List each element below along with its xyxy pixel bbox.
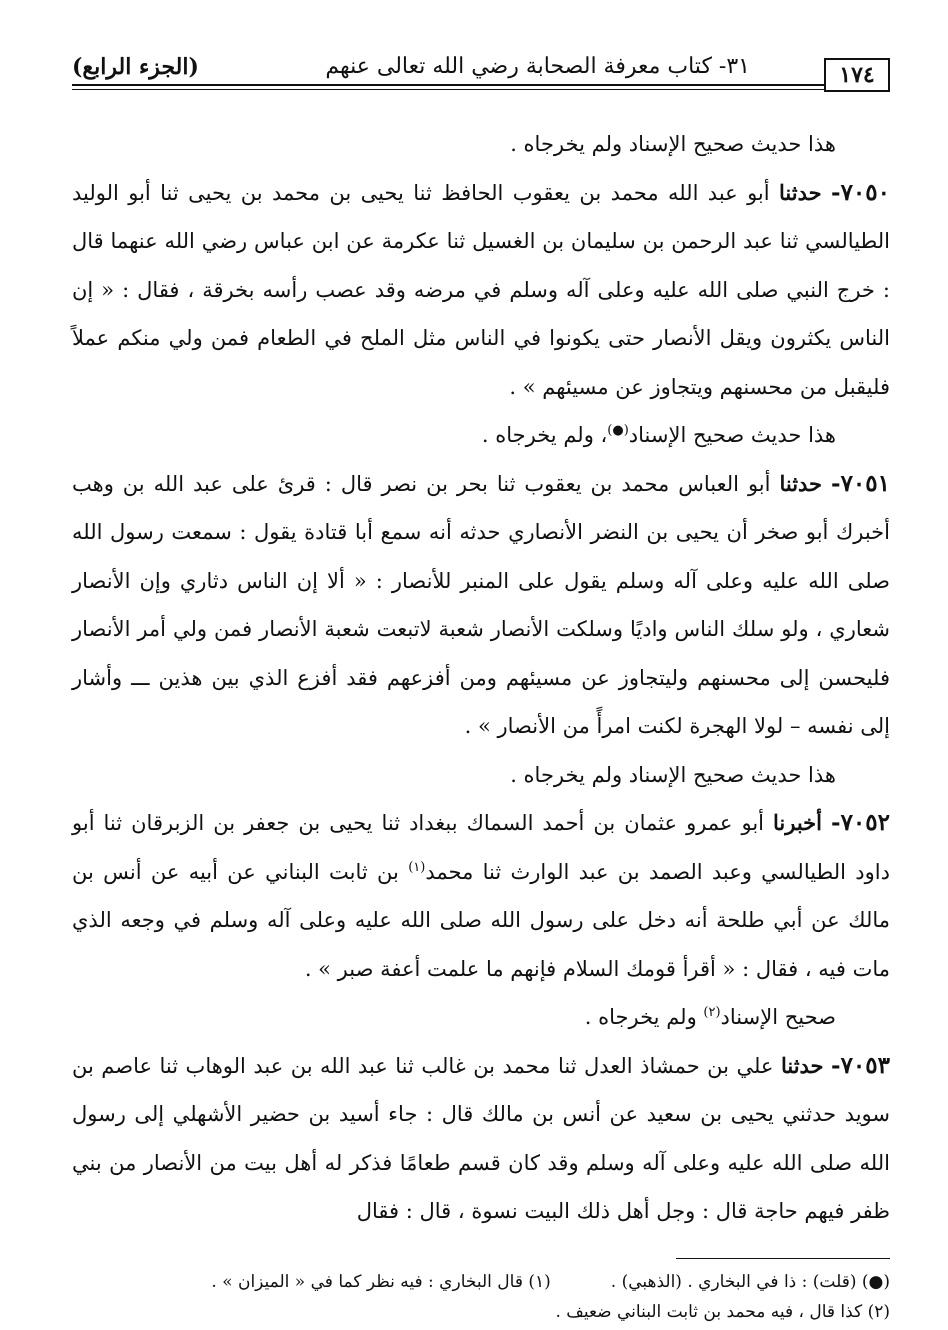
narration-verb: حدثنا [780,1052,824,1078]
hadith-text: أبو عبد الله محمد بن يعقوب الحافظ ثنا يحيى بن محمد بن يحيى ثنا أبو الوليد الطيالسي ثنا عبد الرحمن بن سليمان بن الغسيل ثنا عكرمة عن ابن عباس رضي الله عنهما قال : خرج النبي صلى الله عليه وعلى آله وسلم في مرضه وقد عصب رأسه بخرقة ، فقال : « إن الناس يكثرون ويقل الأنصار حتى يكونوا في الناس مثل الملح في الطعام فمن ولي منكم عملاً فليقبل من محسنهم ويتجاوز عن مسيئهم » . [72,180,890,399]
hadith-7053 [72,1042,890,1236]
hadith-text: أبو عمرو عثمان بن أحمد السماك ببغداد ثنا يحيى بن جعفر بن الزبرقان ثنا أبو داود الطيالسي وعبد الصمد بن عبد الوارث ثنا محمد [72,811,890,884]
footnote-separator [676,1258,890,1259]
volume-label: (الجزء الرابع) [72,54,199,80]
grading-line: هذا حديث صحيح الإسناد ولم يخرجاه . [510,762,836,787]
hadith-number: ٧٠٥٢- [831,809,890,836]
hadith-7052 [72,799,890,993]
hadith-text: أبو العباس محمد بن يعقوب ثنا بحر بن نصر قال : قرئ على عبد الله بن وهب أخبرك أبو صخر أن يحيى بن النضر الأنصاري حدثه أنه سمع أبا قتادة يقول : سمعت رسول الله صلى الله عليه وعلى آله وسلم يقول على المنبر للأنصار : « ألا إن الناس دثاري وإن الأنصار شعاري ، ولو سلك الناس واديًا وسلكت الأنصار شعبة لاتبعت شعبة الأنصار فمن ولي أمر الأنصار فليحسن إلى محسنهم وليتجاوز عن مسيئهم ومن أفزعهم فقد أفزع الذي بين هذين ـــ وأشار إلى نفسه – لولا الهجرة لكنت امرأً من الأنصار » . [72,471,890,738]
hadith-7051 [72,460,890,751]
hadith-number: ٧٠٥١- [831,469,890,497]
grading-text-end: ، ولم يخرجاه . [481,423,608,447]
page-header [72,52,890,98]
grading-line [72,411,890,460]
grading-text-end: ولم يخرجاه . [584,1005,697,1029]
narration-verb: حدثنا [779,179,822,205]
header-rule [72,84,826,86]
page-number: ١٧٤ [824,58,890,92]
header-rule-thin [72,89,826,90]
footnote-1: (١) قال البخاري : فيه نظر كما في « الميزان » . [211,1271,551,1292]
main-text [72,120,890,1236]
footnote-star: (●) (قلت) : ذا في البخاري . (الذهبي) . [610,1271,890,1292]
narration-verb: حدثنا [779,470,823,496]
running-title: ٣١- كتاب معرفة الصحابة رضي الله تعالى عنهم [325,54,750,79]
hadith-text: علي بن حمشاذ العدل ثنا محمد بن غالب ثنا عبد الله بن عبد الوهاب ثنا عاصم بن سويد حدثني يحيى بن سعيد عن أنس بن مالك قال : جاء أسيد بن حضير الأشهلي إلى رسول الله صلى الله عليه وعلى آله وسلم وقد كان قسم طعامًا فذكر له أهل بيت من الأنصار من بني ظفر فيهم حاجة قال : وجل أهل ذلك البيت نسوة ، قال : فقال [72,1053,890,1223]
hadith-text-cont: بن ثابت البناني عن أبيه عن أنس بن مالك عن أبي طلحة أنه دخل على رسول الله صلى الله عليه وعلى آله وسلم في وجعه الذي مات فيه ، فقال : « أقرأ قومك السلام فإنهم ما علمت أعفة صبر » . [72,859,890,981]
footnote-marker: (٢) [703,1005,721,1020]
footnote-row [72,1267,890,1297]
grading-text: هذا حديث صحيح الإسناد [628,423,836,447]
hadith-number: ٧٠٥٠- [831,178,890,206]
footnote-2: (٢) كذا قال ، فيه محمد بن ثابت البناني ضعيف . [555,1301,890,1322]
footnote-marker: (١) [408,859,426,875]
grading-line: هذا حديث صحيح الإسناد ولم يخرجاه . [510,132,836,156]
grading-line [72,993,890,1042]
grading-text: صحيح الإسناد [720,1005,836,1029]
narration-verb: أخبرنا [773,810,822,835]
footnotes [72,1267,890,1327]
hadith-7050 [72,169,890,412]
footnote-marker: (●) [607,423,629,438]
hadith-number: ٧٠٥٣- [831,1051,890,1079]
